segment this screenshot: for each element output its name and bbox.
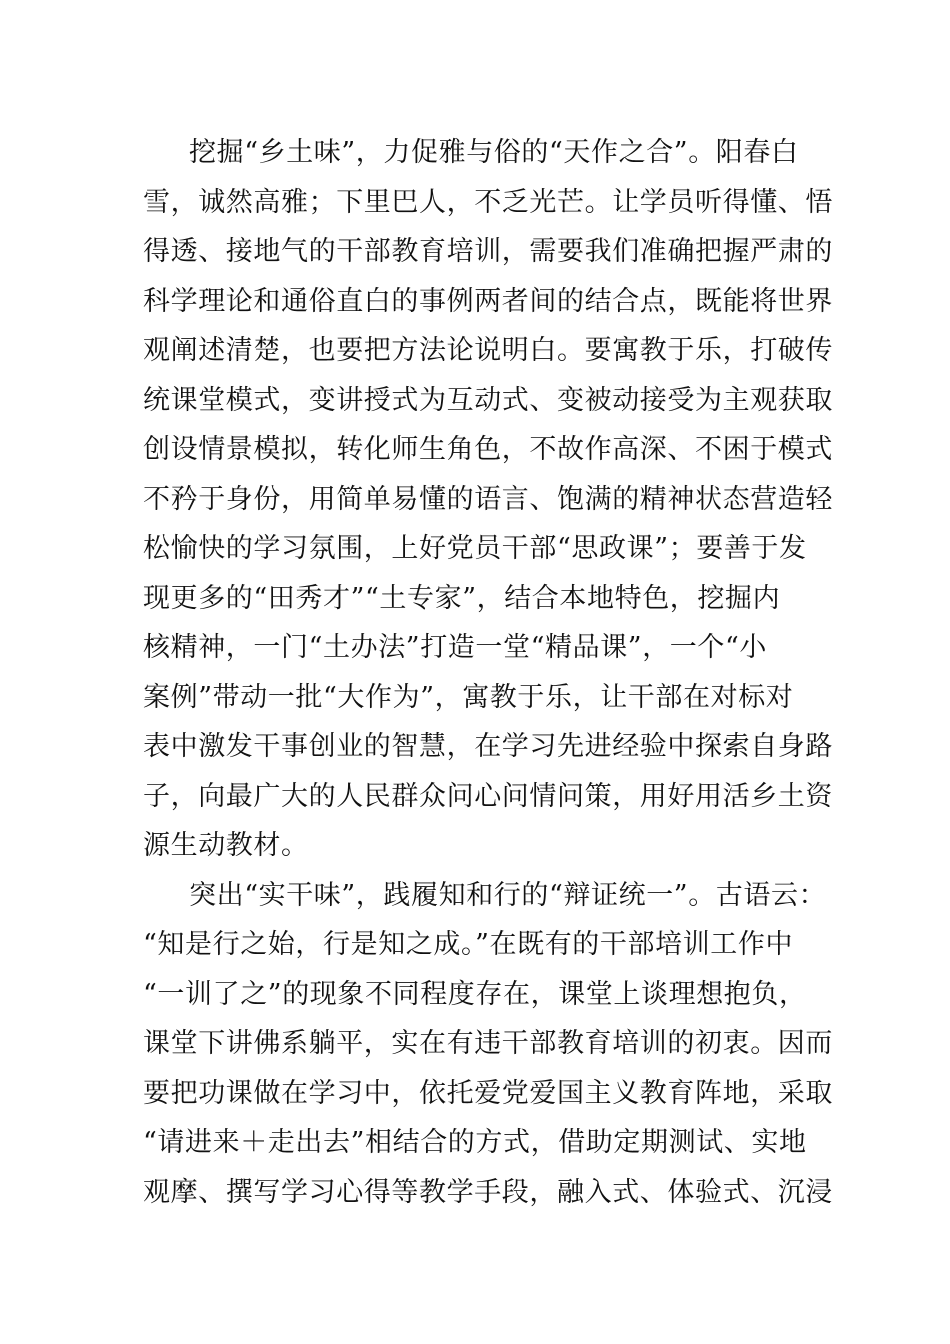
text-line: 观阐述清楚，也要把方法论说明白。要寓教于乐，打破传 <box>143 335 833 366</box>
text-line: 雪，诚然高雅；下里巴人，不乏光芒。让学员听得懂、悟 <box>143 186 833 218</box>
text-line: 源生动教材。 <box>143 830 309 861</box>
text-line: 现更多的“田秀才”“土专家”，结合本地特色，挖掘内 <box>143 582 781 614</box>
text-line: 挖掘“乡土味”，力促雅与俗的“天作之合”。阳春白 <box>189 137 799 168</box>
text-line: 突出“实干味”，践履知和行的“辩证统一”。古语云： <box>189 879 827 911</box>
text-line: “知是行之始，行是知之成。”在既有的干部培训工作中 <box>143 929 794 960</box>
text-line: 子，向最广大的人民群众问心问情问策，用好用活乡土资 <box>143 780 833 812</box>
text-line: 核精神，一门“土办法”打造一堂“精品课”，一个“小 <box>143 632 768 663</box>
text-line: 得透、接地气的干部教育培训，需要我们准确把握严肃的 <box>143 236 833 267</box>
text-line: 统课堂模式，变讲授式为互动式、变被动接受为主观获取 <box>143 384 833 416</box>
text-line: “一训了之”的现象不同程度存在，课堂上谈理想抱负， <box>143 978 807 1010</box>
text-line: 表中激发干事创业的智慧，在学习先进经验中探索自身路 <box>143 731 833 762</box>
body-text <box>143 128 833 1217</box>
text-line: “请进来＋走出去”相结合的方式，借助定期测试、实地 <box>143 1127 807 1158</box>
text-line: 课堂下讲佛系躺平，实在有违干部教育培训的初衷。因而 <box>143 1028 833 1059</box>
text-line: 要把功课做在学习中，依托爱党爱国主义教育阵地，采取 <box>143 1077 833 1109</box>
text-line: 案例”带动一批“大作为”，寓教于乐，让干部在对标对 <box>143 681 794 713</box>
paragraph-1 <box>143 128 833 871</box>
text-line: 观摩、撰写学习心得等教学手段，融入式、体验式、沉浸 <box>143 1176 833 1208</box>
text-line: 不矜于身份，用简单易懂的语言、饱满的精神状态营造轻 <box>143 483 833 515</box>
text-line: 松愉快的学习氛围，上好党员干部“思政课”；要善于发 <box>143 533 807 564</box>
text-line: 科学理论和通俗直白的事例两者间的结合点，既能将世界 <box>143 285 833 317</box>
paragraph-2 <box>143 871 833 1218</box>
text-line: 创设情景模拟，转化师生角色，不故作高深、不困于模式 <box>143 434 833 465</box>
